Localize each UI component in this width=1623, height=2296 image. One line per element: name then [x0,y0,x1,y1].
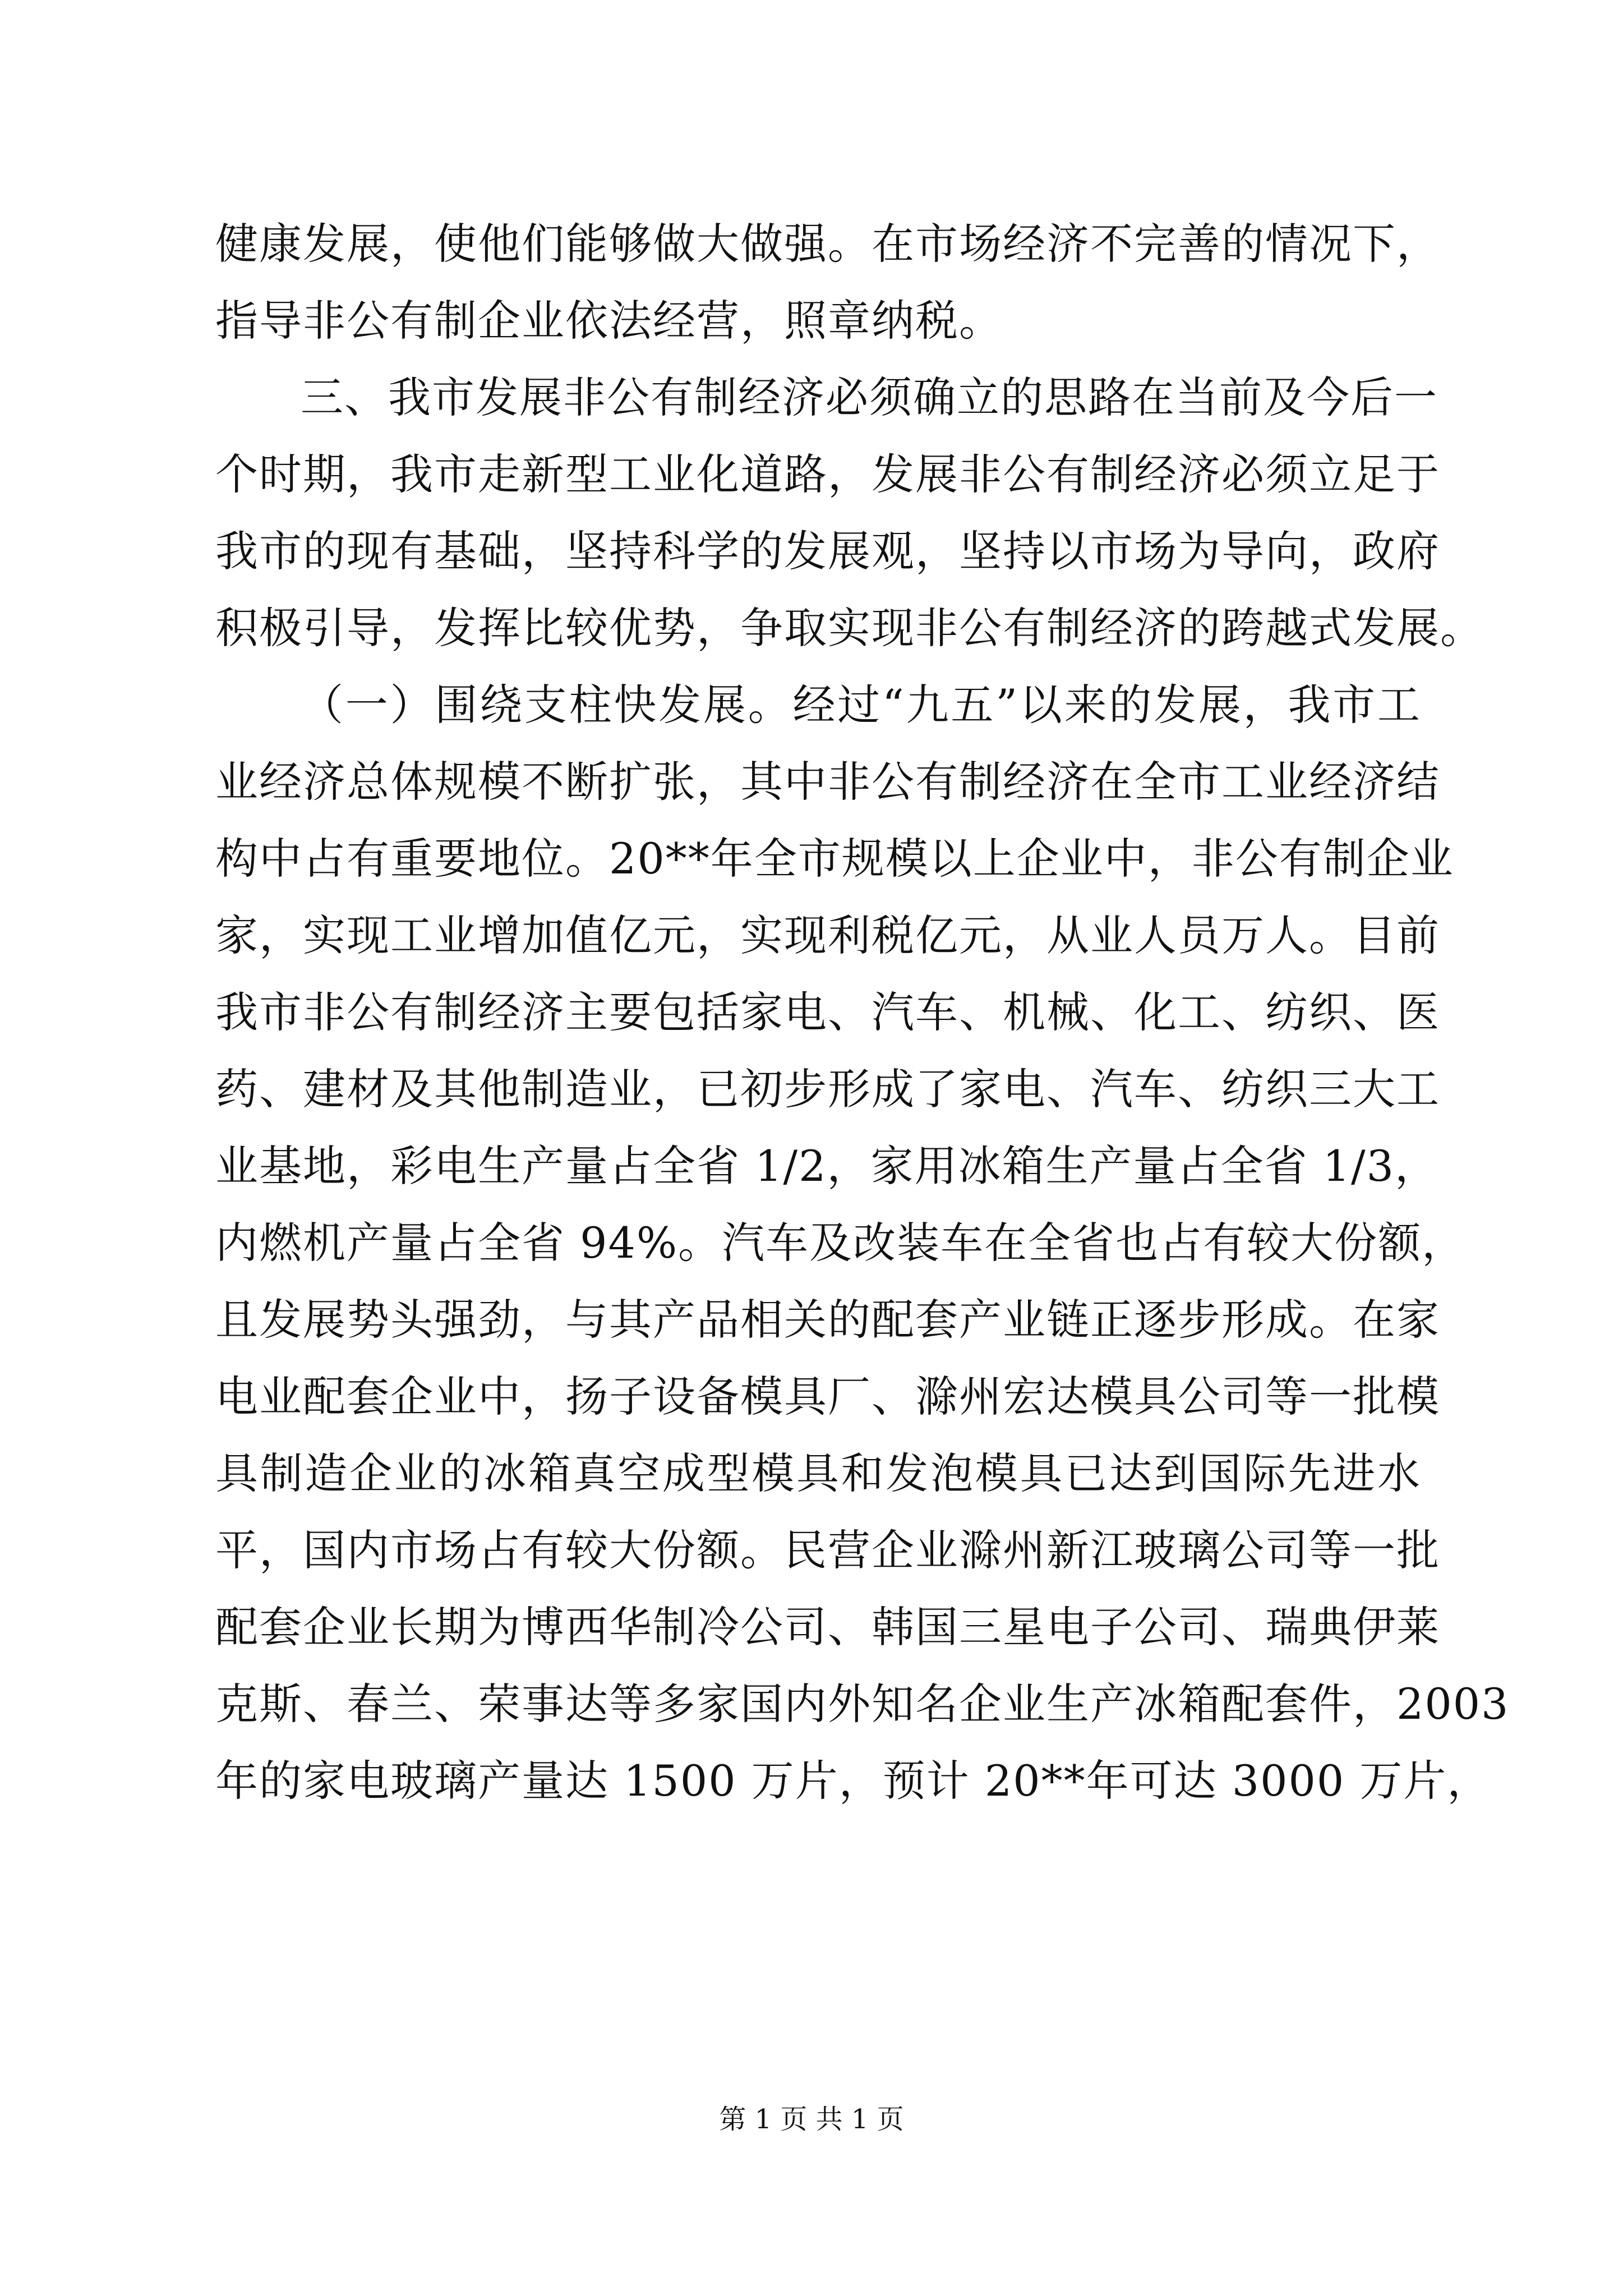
text-line: （一）围绕支柱快发展。经过“九五”以来的发展，我市工 [301,680,1421,730]
text-line: 个时期，我市走新型工业化道路，发展非公有制经济必须立足于 [215,449,1440,499]
text-line: 具制造企业的冰箱真空成型模具和发泡模具已达到国际先进水 [215,1448,1421,1498]
text-line: 业经济总体规模不断扩张，其中非公有制经济在全市工业经济结 [215,757,1440,807]
text-line: 构中占有重要地位。20**年全市规模以上企业中，非公有制企业 [215,834,1454,884]
text-line: 药、建材及其他制造业，已初步形成了家电、汽车、纺织三大工 [215,1064,1440,1114]
text-line: 年的家电玻璃产量达 1500 万片，预计 20**年可达 3000 万片， [215,1756,1491,1806]
text-line: 指导非公有制企业依法经营，照章纳税。 [215,296,1003,346]
text-line: 电业配套企业中，扬子设备模具厂、滁州宏达模具公司等一批模 [215,1372,1440,1421]
text-line: 家，实现工业增加值亿元，实现利税亿元，从业人员万人。目前 [215,910,1440,960]
text-line: 平，国内市场占有较大份额。民营企业滁州新江玻璃公司等一批 [215,1525,1440,1575]
text-line: 克斯、春兰、荣事达等多家国内外知名企业生产冰箱配套件，2003 [215,1679,1510,1729]
text-line: 我市非公有制经济主要包括家电、汽车、机械、化工、纺织、医 [215,987,1440,1037]
text-line: 三、我市发展非公有制经济必须确立的思路在当前及今后一 [301,372,1438,422]
text-line: 且发展势头强劲，与其产品相关的配套产业链正逐步形成。在家 [215,1295,1440,1345]
text-line: 健康发展，使他们能够做大做强。在市场经济不完善的情况下， [215,219,1440,269]
page-footer: 第 1 页 共 1 页 [719,2104,904,2135]
text-line: 配套企业长期为博西华制冷公司、韩国三星电子公司、瑞典伊莱 [215,1602,1440,1652]
text-line: 业基地，彩电生产量占全省 1/2，家用冰箱生产量占全省 1/3， [215,1141,1438,1191]
text-line: 我市的现有基础，坚持科学的发展观，坚持以市场为导向，政府 [215,526,1440,576]
text-line: 积极引导，发挥比较优势，争取实现非公有制经济的跨越式发展。 [215,603,1484,653]
body-text [215,205,1510,1819]
text-line: 内燃机产量占全省 94%。汽车及改装车在全省也占有较大份额， [215,1218,1466,1268]
